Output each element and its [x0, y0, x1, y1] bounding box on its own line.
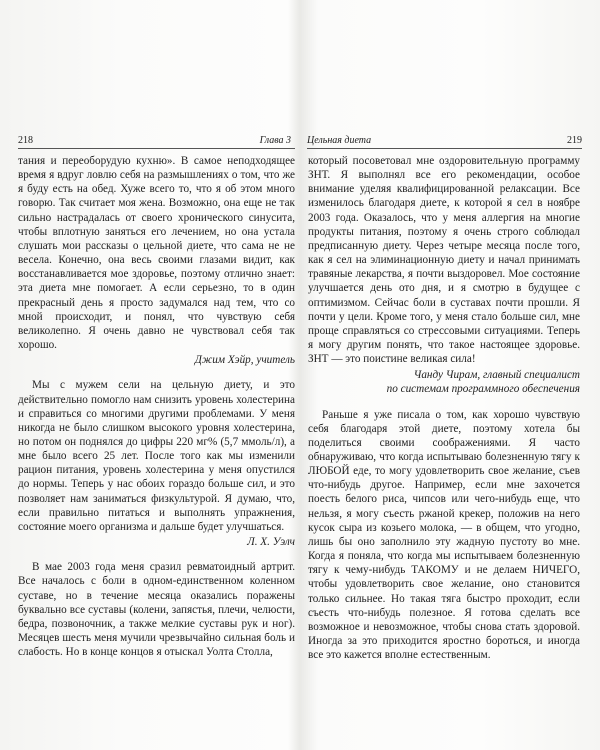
right-page-header [307, 134, 582, 149]
testimonial-signature: Л. Х. Уэлч [247, 536, 295, 549]
paragraph: который посоветовал мне оздоровительную программу ЗНТ. Я выполнял все его рекомендации, особое внимание уделяя квалифицированной релаксации. Все изменилось благодаря диете, к которой я сел в ноябре 2003 года. Оказалось, что у меня аллергия на многие продукты питания, поэтому я очень строго соблюдал предписанную диету. Через четыре месяца после того, как я сел на элиминационную диету и начал принимать травяные лекарства, я почти выздоровел. Мое состояние улучшается день ото дня, и я смотрю в будущее с оптимизмом. Сейчас боли в суставах почти прошли. Я почти у цели. Кроме того, у меня стало больше сил, мне проще справляться со стрессовыми ситуациями. Теперь я могу другим понять, что такое настоящее здоровье. ЗНТ — это поистине великая сила! [308, 155, 580, 366]
left-page-number: 218 [18, 135, 33, 146]
paragraph: тания и переоборудую кухню». В самое неподходящее время я вдруг ловлю себя на размышлениях о том, что же я буду есть на обед. Хуже всего то, что я об этом много говорю. Так считает моя жена. Возможно, она еще не так сильно настрадалась от своего хронического синусита, чтобы вплотную заняться его лечением, но она устала слушать мои рассказы о цельной диете, что сама не не весела. Конечно, она весь своими глазами видит, как восстанавливается мое здоровье, поэтому отлично знает: эта диета мне помогает. А если серьезно, то в один прекрасный день я просто задумался над тем, что со мной происходит, и понял, что чувствую себя великолепно. Я очень давно не чувствовал себя так хорошо. [18, 155, 295, 352]
testimonial-signature: Чанду Чирам, главный специалист [413, 369, 580, 382]
testimonial-signature: Джим Хэйр, учитель [194, 354, 295, 367]
right-page-number: 219 [567, 135, 582, 146]
left-page-header [18, 134, 295, 149]
left-page-body [18, 154, 295, 659]
paragraph: В мае 2003 года меня сразил ревматоидный артрит. Все началось с боли в одном-единственном коленном суставе, но в течение месяца оказались поражены буквально все суставы (колени, запястья, плечи, челюсти, бедра, позвоночник, а также мелкие суставы рук и ног). Месяцев шесть меня мучили чрезвычайно сильная боль и слабость. Но в конце концов я отыскал Уолта Столла, [18, 561, 295, 659]
right-running-title: Цельная диета [307, 135, 372, 146]
testimonial-signature-title: по системам программного обеспечения [386, 383, 580, 396]
right-page-body [308, 154, 580, 662]
paragraph: Раньше я уже писала о том, как хорошо чувствую себя благодаря этой диете, поэтому хотела бы поделиться своими соображениями. Я часто обнаруживаю, что когда испытываю болезненную тягу к ЛЮБОЙ еде, то могу удовлетворить свое желание, съев что-нибудь другое. Например, если мне захочется поесть белого риса, чипсов или чего-нибудь еще, что нельзя, я могу съесть ржаной крекер, положив на него кусок сыра из козьего молока, — в общем, что угодно, лишь бы оно заполнило эту жадную пустоту во мне. Когда я поняла, что когда мы испытываем болезненную тягу к чему-нибудь ТАКОМУ и не делаем НИЧЕГО, чтобы удовлетворить свое желание, оно становится только сильнее. Но такая тяга быстро проходит, если съесть что-нибудь полезное. Я готова сделать все возможное и невозможное, чтобы снова стать здоровой. Иногда за это приходится яростно бороться, и иногда все это кажется вполне естественным. [308, 408, 580, 662]
left-running-title: Глава 3 [259, 135, 291, 146]
paragraph: Мы с мужем сели на цельную диету, и это действительно помогло нам снизить уровень холестерина и справиться со многими другими проблемами. У меня никогда не было слишком высокого уровня холестерина, но потом он поднялся до цифры 220 мг% (5,7 ммоль/л), а мне было всего 25 лет. После того как мы изменили рацион питания, уровень холестерина у меня опустился до нормы. Теперь у нас обоих гораздо больше сил, и это позволяет нам заниматься физкультурой. Я думаю, что, если правильно питаться и выполнять упражнения, состояние моего организма и дальше будет улучшаться. [18, 379, 295, 533]
